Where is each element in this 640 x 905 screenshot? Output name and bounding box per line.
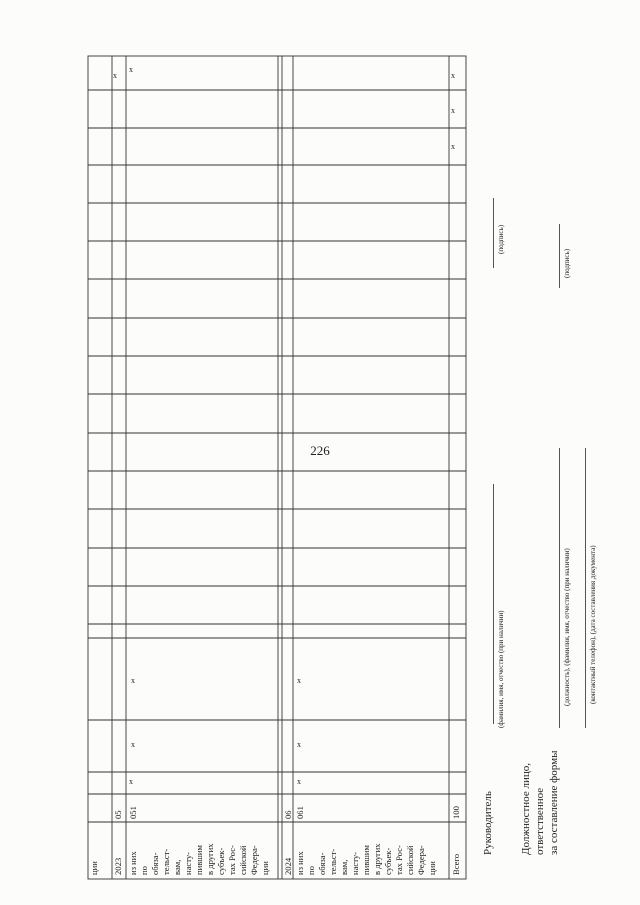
contact-caption: (контактный телефон), (дата составления документа) <box>589 545 597 704</box>
official-signature-caption: (подпись) <box>563 248 571 278</box>
cross-mark: x <box>131 740 135 749</box>
label-line: обяза- <box>317 852 327 875</box>
label-line: ции <box>427 861 437 875</box>
label-line: вам, <box>172 859 182 875</box>
label-line: сийской <box>405 845 415 875</box>
label-line: тах Рос- <box>394 845 404 875</box>
label-line: субъек- <box>383 847 393 875</box>
label-line: пившим <box>361 845 371 875</box>
label-line: из них <box>128 851 138 875</box>
cross-mark: x <box>297 676 301 685</box>
row-code-06: 06 <box>283 810 293 819</box>
official-position-caption: (должность), (фамилия, имя, отчество (при наличии) <box>563 548 571 706</box>
official-position-line <box>559 448 560 728</box>
cross-mark: x <box>451 71 455 80</box>
contact-line <box>585 448 586 728</box>
cross-mark: x <box>131 676 135 685</box>
label-line: сийской <box>238 845 248 875</box>
label-line: по <box>306 866 316 875</box>
label-line: Федера- <box>416 845 426 875</box>
row-label-2024: 2024 <box>283 857 293 875</box>
head-name-caption: (фамилия, имя, отчество (при наличии) <box>497 610 505 728</box>
label-line: ции <box>260 861 270 875</box>
official-line: ответственное <box>534 787 546 855</box>
official-line: за составление формы <box>548 750 560 855</box>
label-line: Федера- <box>249 845 259 875</box>
cross-mark: x <box>451 142 455 151</box>
header-cell: ции <box>89 861 99 875</box>
label-line: насту- <box>183 851 193 875</box>
cross-mark: x <box>129 65 133 74</box>
row-code-061: 061 <box>295 806 305 819</box>
official-signature-line <box>559 224 560 288</box>
head-name-line <box>493 484 494 724</box>
label-line: из них <box>295 851 305 875</box>
row-label-total: Всего <box>451 853 461 875</box>
label-line: тах Рос- <box>227 845 237 875</box>
label-line: в других <box>205 843 215 875</box>
row-code-05: 05 <box>113 810 123 819</box>
cross-mark: x <box>113 71 117 80</box>
official-line: Должностное лицо, <box>520 763 532 855</box>
page-number: 226 <box>310 443 330 458</box>
cross-mark: x <box>297 777 301 786</box>
label-line: насту- <box>350 851 360 875</box>
label-line: тельст- <box>328 848 338 875</box>
label-line: субъек- <box>216 847 226 875</box>
label-line: обяза- <box>150 852 160 875</box>
cross-mark: x <box>129 777 133 786</box>
label-line: тельст- <box>161 848 171 875</box>
label-line: пившим <box>194 845 204 875</box>
row-code-051: 051 <box>128 806 138 819</box>
row-label-2023: 2023 <box>113 857 123 875</box>
cross-mark: x <box>451 106 455 115</box>
head-title: Руководитель <box>482 791 494 855</box>
head-signature-caption: (подпись) <box>497 224 505 254</box>
label-line: по <box>139 866 149 875</box>
cross-mark: x <box>297 740 301 749</box>
label-line: в других <box>372 843 382 875</box>
head-signature-line <box>493 198 494 268</box>
row-code-100: 100 <box>451 806 461 819</box>
label-line: вам, <box>339 859 349 875</box>
